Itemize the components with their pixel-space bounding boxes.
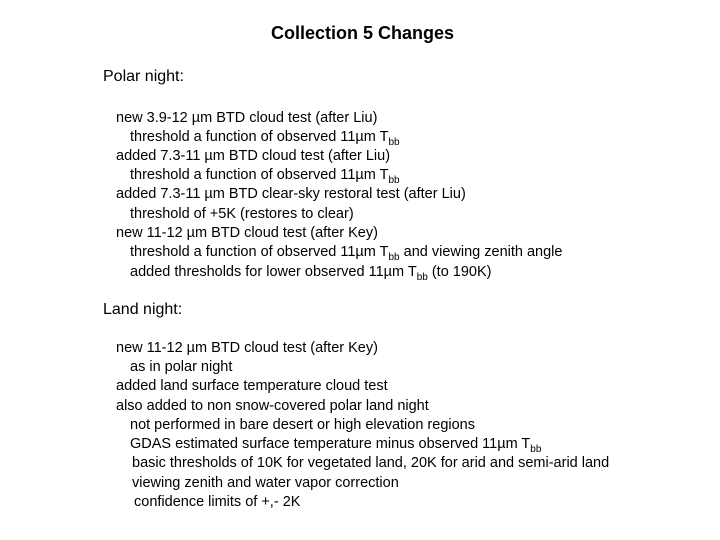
- slide-title: Collection 5 Changes: [270, 23, 455, 43]
- land-line-4: also added to non snow-covered polar land night: [116, 398, 429, 414]
- polar-line-6: threshold of +5K (restores to clear): [130, 206, 354, 222]
- polar-line-4-text: threshold a function of observed 11µm T: [130, 167, 389, 183]
- polar-line-9-tail: (to 190K): [427, 264, 492, 280]
- land-line-8: viewing zenith and water vapor correction: [132, 475, 399, 491]
- polar-line-9-subscript: bb: [416, 272, 428, 283]
- polar-line-9: [130, 264, 492, 283]
- polar-line-3: added 7.3-11 µm BTD cloud test (after Liu): [116, 148, 391, 164]
- land-line-9: confidence limits of +,- 2K: [134, 494, 301, 510]
- polar-line-4: [130, 167, 400, 186]
- polar-line-2: [130, 129, 400, 148]
- polar-line-7: new 11-12 µm BTD cloud test (after Key): [116, 225, 378, 241]
- polar-night-heading: Polar night:: [103, 68, 184, 85]
- polar-line-9-text: added thresholds for lower observed 11µm T: [130, 264, 417, 280]
- polar-line-2-text: threshold a function of observed 11µm T: [130, 129, 389, 145]
- polar-line-8-subscript: bb: [388, 252, 400, 263]
- polar-line-2-subscript: bb: [388, 137, 400, 148]
- land-line-5: not performed in bare desert or high elevation regions: [130, 417, 475, 433]
- land-line-7: basic thresholds of 10K for vegetated land, 20K for arid and semi-arid land: [132, 455, 610, 471]
- land-line-6-text: GDAS estimated surface temperature minus observed 11µm T: [130, 436, 531, 452]
- polar-line-5: added 7.3-11 µm BTD clear-sky restoral test (after Liu): [116, 186, 466, 202]
- land-line-3: added land surface temperature cloud test: [116, 378, 388, 394]
- polar-line-8-tail: and viewing zenith angle: [399, 244, 563, 260]
- polar-line-8: [130, 244, 563, 263]
- land-line-1: new 11-12 µm BTD cloud test (after Key): [116, 340, 378, 356]
- polar-line-4-subscript: bb: [388, 175, 400, 186]
- land-line-2: as in polar night: [130, 359, 233, 375]
- polar-line-8-text: threshold a function of observed 11µm T: [130, 244, 389, 260]
- polar-line-1: new 3.9-12 µm BTD cloud test (after Liu): [116, 110, 378, 126]
- land-line-6-subscript: bb: [530, 444, 542, 455]
- land-line-6: [130, 436, 542, 455]
- land-night-heading: Land night:: [103, 301, 183, 318]
